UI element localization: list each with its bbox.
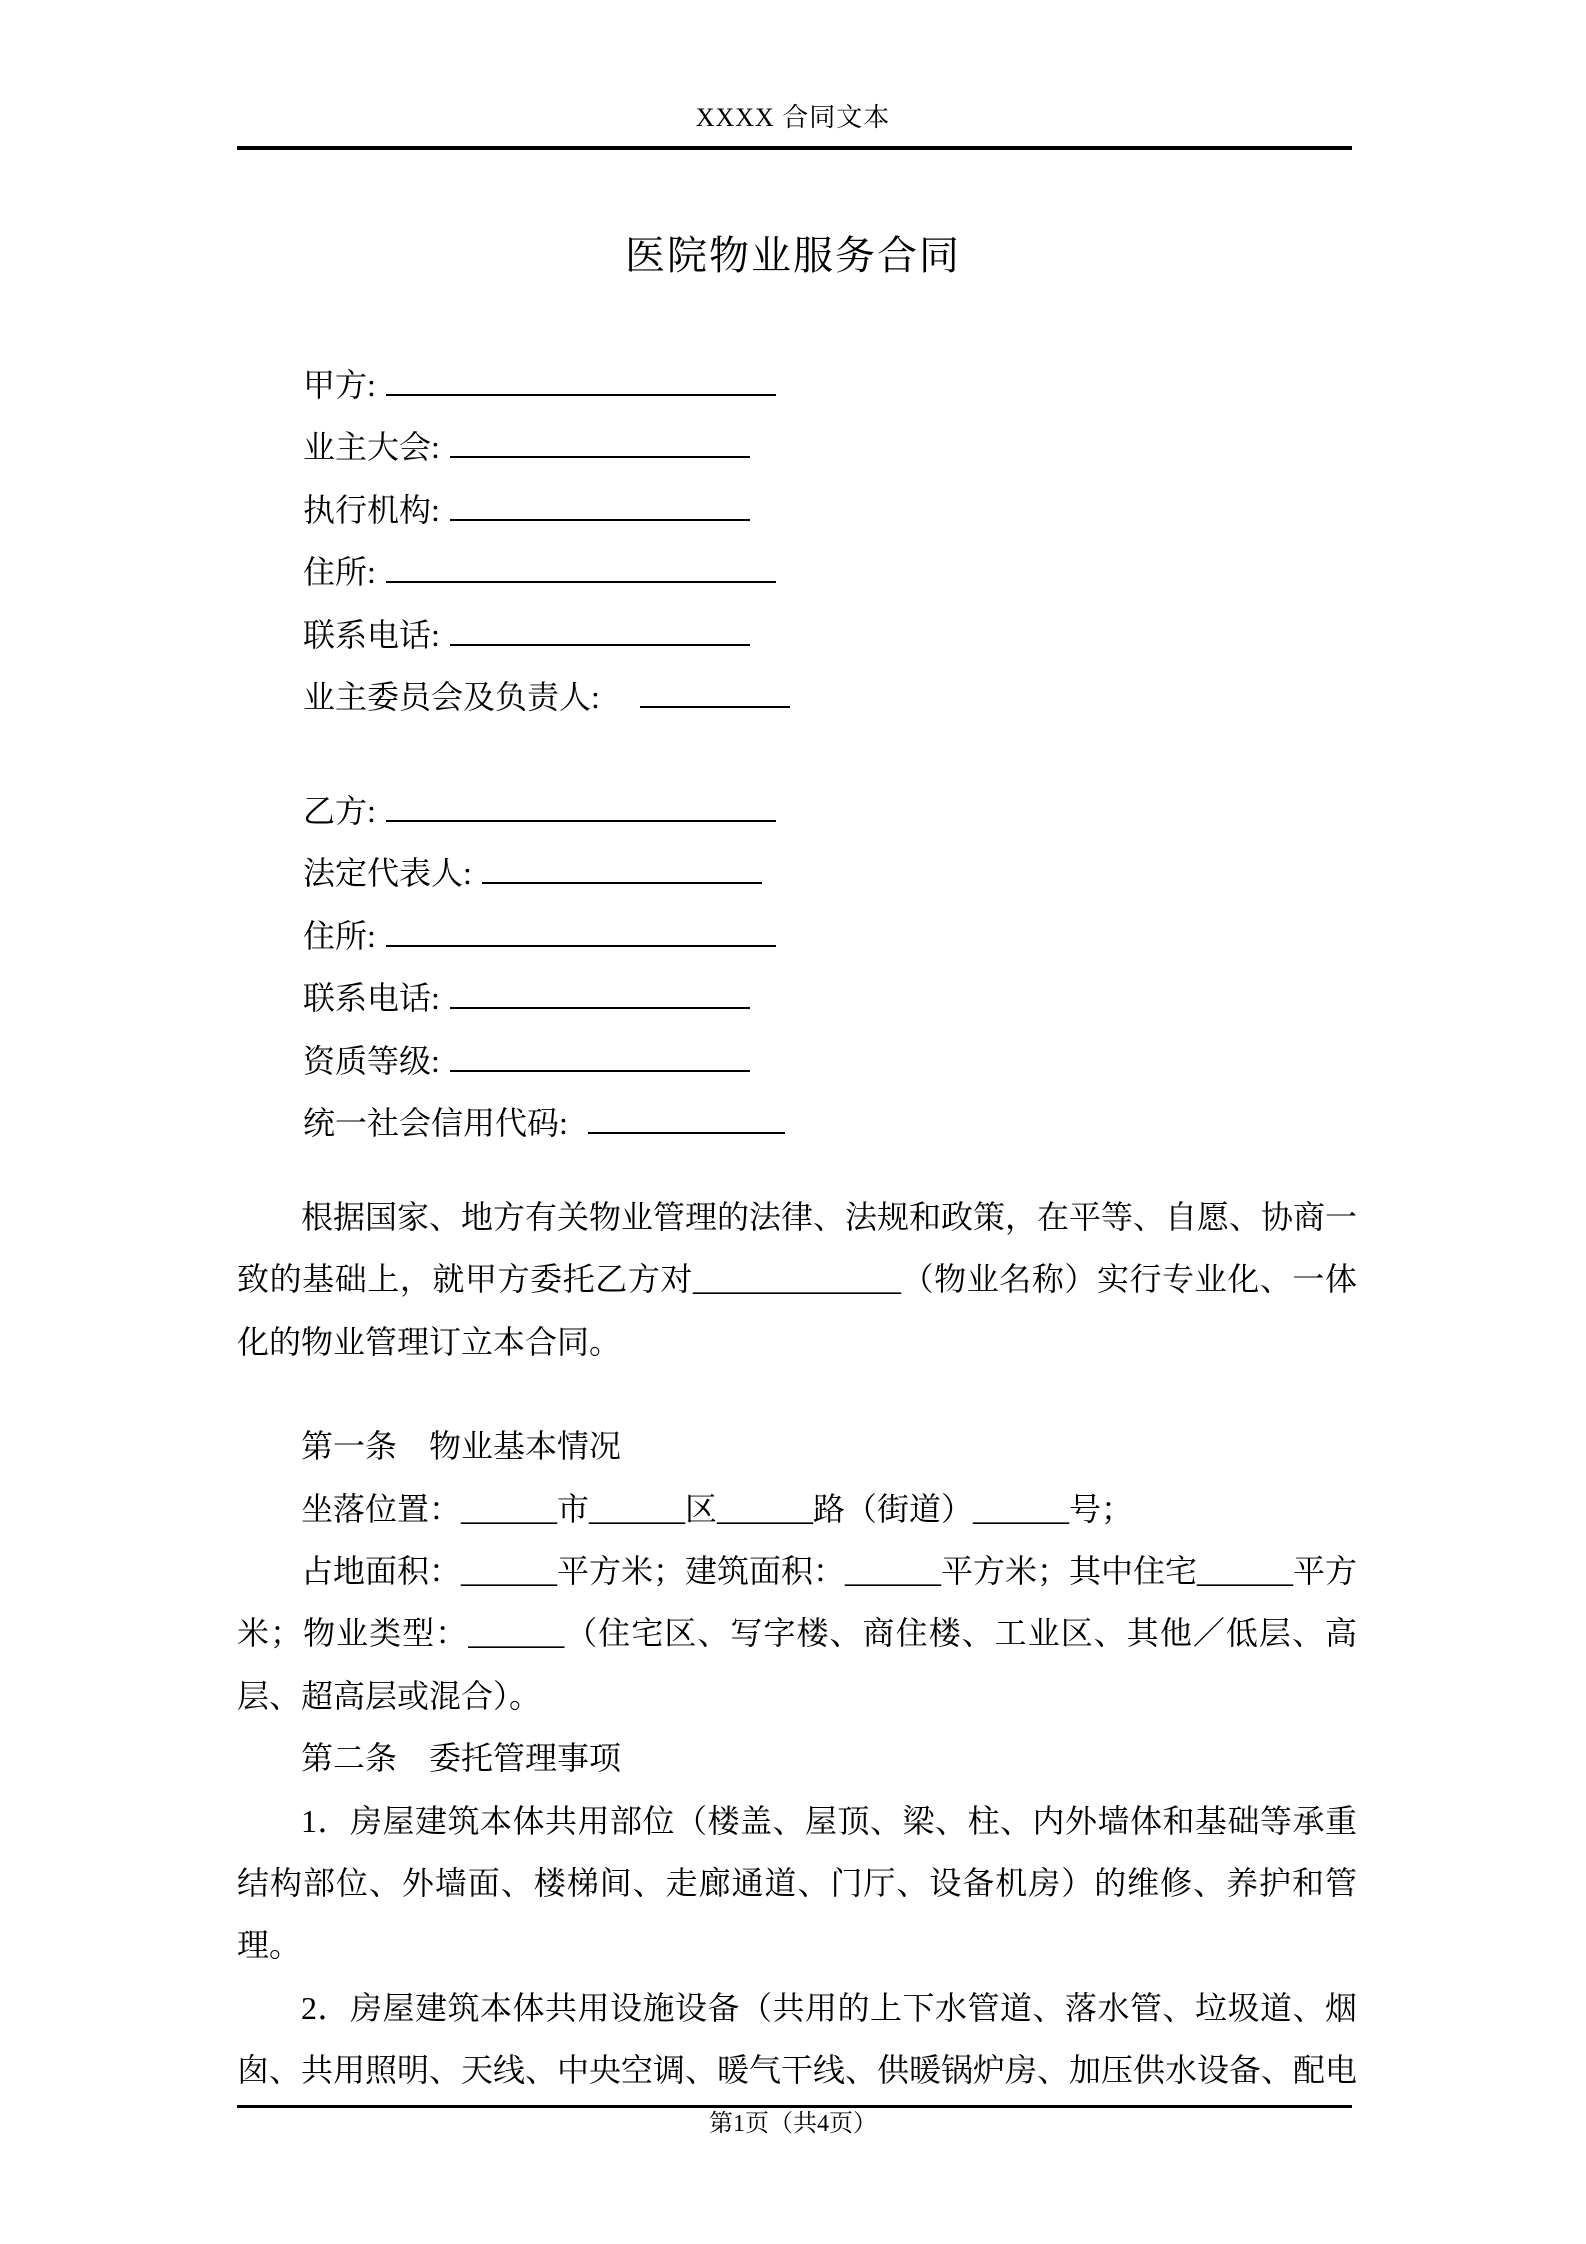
field-label: 联系电话:: [303, 616, 440, 653]
article-2-heading: 第二条 委托管理事项: [301, 1740, 622, 1777]
contract-body: [237, 1186, 1357, 2102]
field-label: 住所:: [303, 554, 376, 591]
field-row-owners-committee: [303, 666, 790, 728]
blank-field-line: [386, 790, 776, 822]
blank-field-line: [640, 676, 790, 708]
field-label: 甲方:: [303, 367, 376, 403]
location-line: 坐落位置：______市______区______路（街道）______号；: [301, 1490, 1134, 1527]
entrusted-item-2: 2．房屋建筑本体共用设施设备（共用的上下水管道、落水管、垃圾道、烟囱、共用照明、天线、中央空调、暖气干线、供暖锅炉房、加压供水设备、配电: [237, 1989, 1358, 2089]
field-label: 业主委员会及负责人:: [303, 678, 600, 715]
blank-field-line: [386, 364, 776, 396]
field-row-party-a-phone: [303, 604, 790, 666]
field-label: 乙方:: [303, 793, 376, 829]
blank-field-line: [588, 1102, 785, 1134]
blank-field-line: [386, 551, 776, 583]
field-row-party-b-phone: [303, 967, 785, 1029]
field-row-credit-code: [303, 1092, 785, 1154]
field-label: 联系电话:: [303, 980, 440, 1017]
field-row-party-b-name: [303, 780, 785, 842]
footer-divider-line: [237, 2105, 1352, 2108]
party-a-fields: [303, 354, 790, 728]
blank-field-line: [450, 614, 750, 646]
preamble-paragraph: 根据国家、地方有关物业管理的法律、法规和政策，在平等、自愿、协商一致的基础上，就甲方委托乙方对_____________（物业名称）实行专业化、一体化的物业管理订立本合同。: [237, 1199, 1358, 1360]
field-label: 住所:: [303, 917, 376, 954]
field-label: 统一社会信用代码:: [303, 1104, 568, 1141]
entrusted-item-1: 1．房屋建筑本体共用部位（楼盖、屋顶、梁、柱、内外墙体和基础等承重结构部位、外墙面、楼梯间、走廊通道、门厅、设备机房）的维修、养护和管理。: [237, 1802, 1357, 1964]
field-label: 法定代表人:: [303, 855, 472, 892]
page-number: 第1页（共4页）: [709, 2111, 877, 2137]
field-row-party-a-name: [303, 354, 790, 416]
blank-field-line: [386, 915, 776, 947]
blank-field-line: [450, 489, 750, 521]
blank-field-line: [450, 426, 750, 458]
area-line: 占地面积：______平方米；建筑面积：______平方米；其中住宅______平方米；物业类型：______（住宅区、写字楼、商住楼、工业区、其他／低层、高层、超高层或混合）。: [237, 1553, 1358, 1714]
field-label: 资质等级:: [303, 1042, 440, 1079]
blank-field-line: [450, 977, 750, 1009]
field-label: 业主大会:: [303, 429, 440, 466]
field-row-party-a-address: [303, 541, 790, 603]
party-b-fields: [303, 780, 785, 1154]
field-label: 执行机构:: [303, 491, 440, 528]
document-header-label: XXXX 合同文本: [695, 103, 891, 132]
paragraph-spacer: [237, 1373, 1357, 1415]
article-1-heading: 第一条 物业基本情况: [301, 1428, 622, 1465]
header-divider-line: [237, 146, 1352, 150]
field-row-legal-representative: [303, 842, 785, 904]
field-row-owners-assembly: [303, 416, 790, 478]
field-row-executive-body: [303, 479, 790, 541]
blank-field-line: [450, 1040, 750, 1072]
page-title: 医院物业服务合同: [625, 233, 961, 278]
field-row-party-b-address: [303, 905, 785, 967]
field-row-qualification-grade: [303, 1030, 785, 1092]
blank-field-line: [482, 852, 762, 884]
